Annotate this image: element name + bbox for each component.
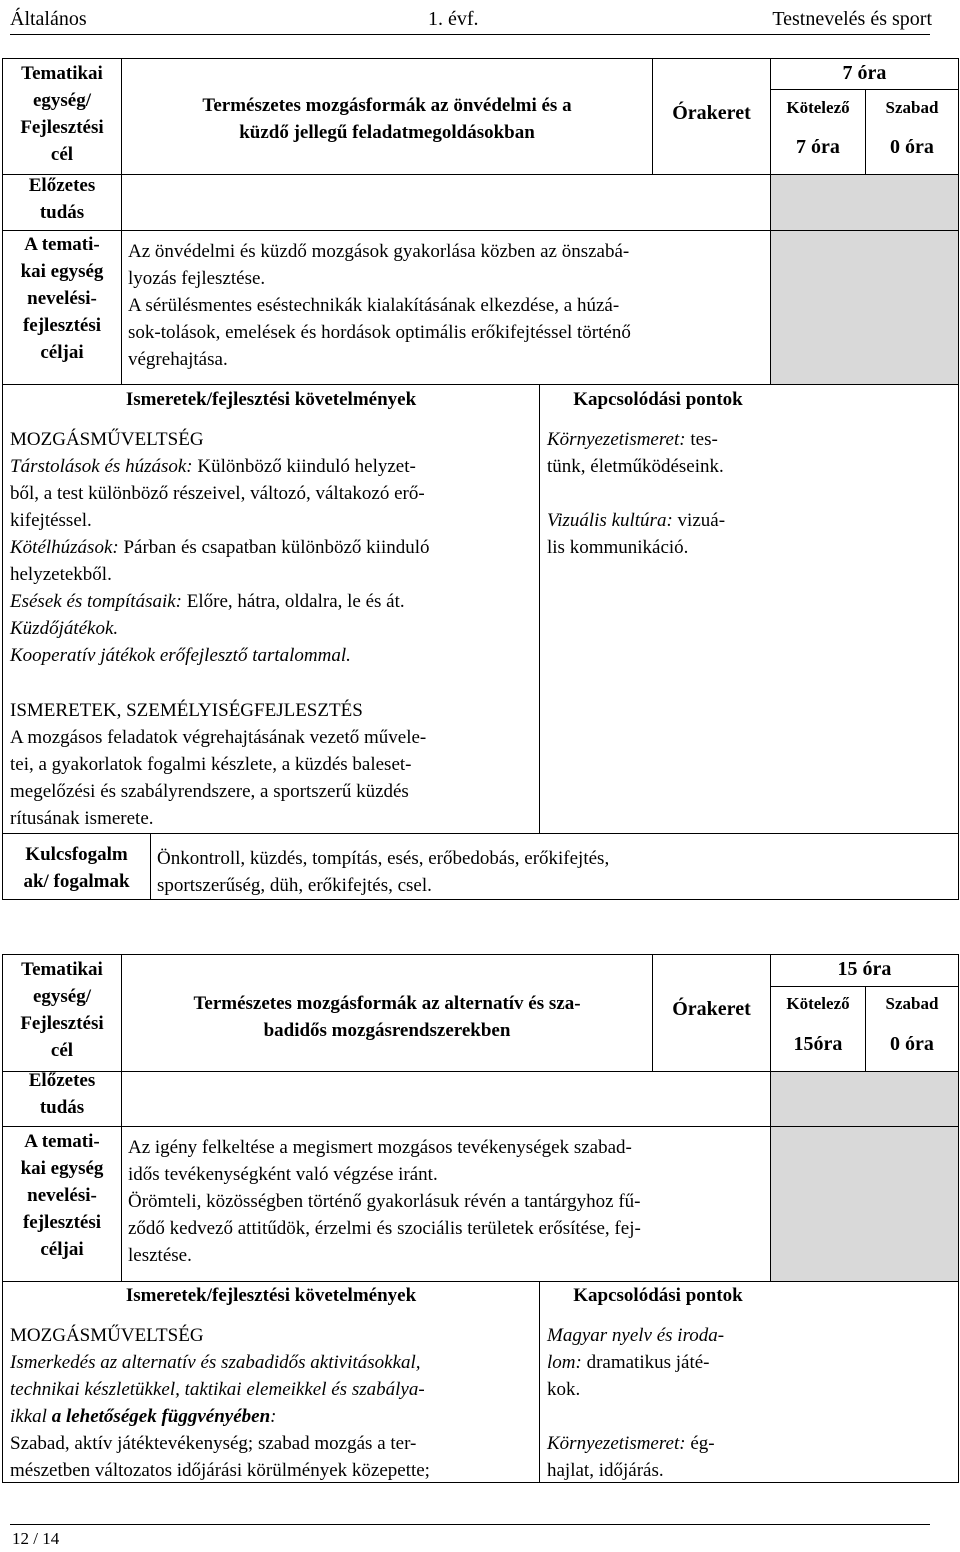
unit1-szabad-label: Szabad: [885, 98, 939, 117]
label-celjai: A temati- kai egység nevelési- fejlesztési céljai: [20, 234, 104, 363]
header-left: Általános: [10, 8, 87, 30]
unit1-kotelezo-label: Kötelező: [786, 98, 850, 117]
page-number: 12 / 14: [12, 1529, 60, 1548]
header-right: Testnevelés és sport: [772, 8, 932, 30]
unit1-goals: Az önvédelmi és küzdő mozgások gyakorlása közben az önszabá- lyozás fejlesztése. A sérülésmentes eséstechnikák kialakításának elkezdése, a húzá- sok-tolások, emelések és hordások optimális erőkifejtéssel történő végrehajtása.: [128, 241, 631, 370]
unit2-total-hours: 15 óra: [837, 958, 892, 980]
unit2-kapcsolodasi-header: Kapcsolódási pontok: [573, 1285, 743, 1306]
unit2-label-celjai: A temati- kai egység nevelési- fejlesztési céljai: [20, 1131, 104, 1260]
unit2-shade-2: [770, 1126, 959, 1281]
unit2-ismeretek-header: Ismeretek/fejlesztési követelmények: [125, 1285, 417, 1306]
footer-rule: [10, 1524, 930, 1525]
unit1-mandatory-hours: 7 óra: [796, 136, 840, 158]
unit2-requirements: MOZGÁSMŰVELTSÉG Ismerkedés az alternatív és szabadidős aktivitásokkal, technikai készletükkel, taktikai elemeikkel és szabálya- ikkal a lehetőségek függvényében: Szabad, aktív játéktevékenység; szabad mozgás a ter- mészetben változatos időjárási körülmények közepette;: [10, 1322, 538, 1484]
unit2-mandatory-hours: 15óra: [793, 1033, 843, 1055]
unit1-requirements-2: ISMERETEK, SZEMÉLYISÉGFEJLESZTÉS A mozgásos feladatok végrehajtásának vezető művele- tei, a gyakorlatok fogalmi készlete, a küzdés baleset- megelőzési és szabályrendszere, a sportszerű küzdés rítusának ismerete.: [10, 697, 538, 832]
unit2-goals: Az igény felkeltése a megismert mozgásos tevékenységek szabad- idős tevékenységként való végzése iránt. Örömteli, közösségben történő gyakorlásuk révén a tantárgyhoz fű- ződő kedvező attitűdök, érzelmi és szociális területek erősítése, fej- lesztése.: [128, 1137, 641, 1266]
unit1-title: Természetes mozgásformák az önvédelmi és a küzdő jellegű feladatmegoldásokban: [202, 95, 572, 143]
unit1-free-hours: 0 óra: [890, 136, 934, 158]
unit2-label-elozetes-tudas: Előzetes tudás: [28, 1070, 96, 1118]
unit2-section1-title: MOZGÁSMŰVELTSÉG: [10, 1325, 204, 1346]
unit1-section1-title: MOZGÁSMŰVELTSÉG: [10, 429, 204, 450]
label-tematikai: Tematikai egység/ Fejlesztési cél: [20, 63, 104, 165]
unit2-title: Természetes mozgásformák az alternatív és sza- badidős mozgásrendszerekben: [193, 993, 581, 1041]
unit1-requirements: MOZGÁSMŰVELTSÉG Társtolások és húzások: Különböző kiinduló helyzet- ből, a test különböző részeivel, változó, váltakozó erő- kifejtéssel. Kötélhúzások: Párban és csapatban különböző kiinduló helyzetekből. Esések és tompításaik: Előre, hátra, oldalra, le és át. Küzdőjátékok. Kooperatív játékok erőfejlesztő tartalommal.: [10, 426, 538, 669]
unit2-connections: Magyar nyelv és iroda- lom: dramatikus játé- kok. Környezetismeret: ég- hajlat, időjárás.: [547, 1325, 725, 1481]
unit2-free-hours: 0 óra: [890, 1033, 934, 1055]
label-elozetes-tudas: Előzetes tudás: [28, 175, 96, 223]
unit1-keywords: Önkontroll, küzdés, tompítás, esés, erőbedobás, erőkifejtés, sportszerűség, düh, erőkifejtés, csel.: [157, 848, 610, 896]
unit1-ismeretek-header: Ismeretek/fejlesztési követelmények: [125, 389, 417, 410]
unit1-total-hours: 7 óra: [842, 62, 887, 84]
unit2-label-tematikai: Tematikai egység/ Fejlesztési cél: [20, 959, 104, 1061]
unit2-kotelezo-label: Kötelező: [786, 994, 850, 1013]
unit2-szabad-label: Szabad: [885, 994, 939, 1013]
unit2-orakeret-label: Órakeret: [672, 998, 751, 1020]
unit1-orakeret-label: Órakeret: [672, 102, 751, 124]
unit1-section2-title: ISMERETEK, SZEMÉLYISÉGFEJLESZTÉS: [10, 700, 363, 721]
unit2-shade-1: [770, 1071, 959, 1126]
unit1-kapcsolodasi-header: Kapcsolódási pontok: [573, 389, 743, 410]
unit1-connections: Környezetismeret: tes- tünk, életműködéseink. Vizuális kultúra: vizuá- lis kommunikáció.: [547, 429, 726, 558]
unit1-kulcsfogalmak-label: Kulcsfogalm ak/ fogalmak: [23, 844, 130, 892]
header-center: 1. évf.: [428, 8, 479, 30]
